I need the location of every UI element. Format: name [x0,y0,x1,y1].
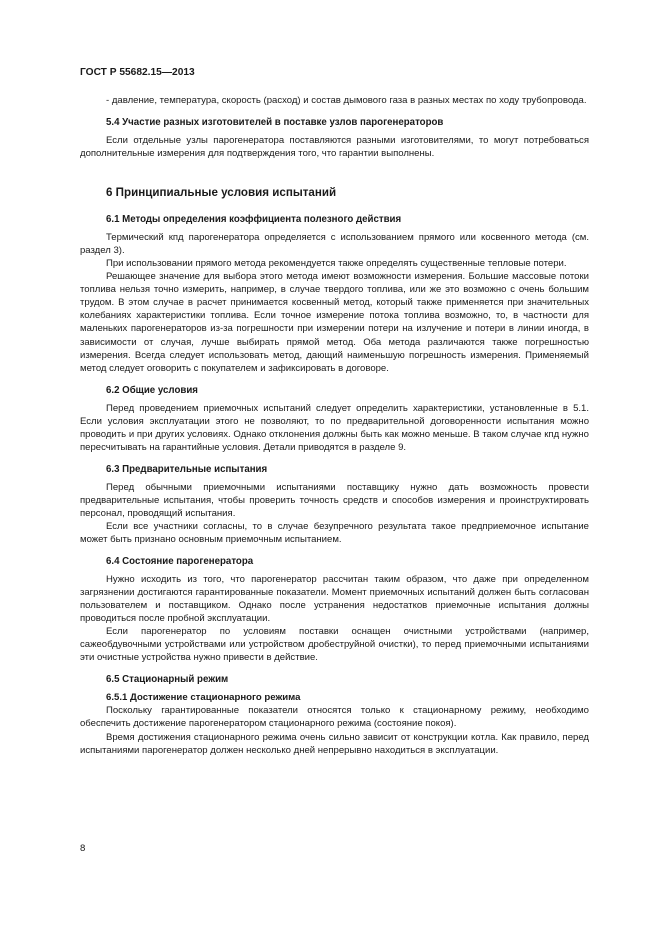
paragraph: Время достижения стационарного режима очень сильно зависит от конструкции котла. Как правило, перед испытаниями парогенератор должен несколько дней непрерывно находиться в эксплуатации. [80,731,589,756]
section-heading-6-2: 6.2 Общие условия [106,384,198,396]
paragraph: Если парогенератор по условиям поставки оснащен очистными устройствами (например, сажеобдувочными устройствами или устройством дробеструйной очистки), то перед приемочными испытаниями эти очистные устройства нужно привести в действие. [80,626,589,664]
subsection-heading-6-5-1: 6.5.1 Достижение стационарного режима [106,692,301,704]
page-number: 8 [80,843,86,854]
paragraph: Перед проведением приемочных испытаний следует определить характеристики, установленные в 5.1. Если условия эксплуатации этого не позволяют, то по предварительной договоренности испытания можно проводить и при других условиях. Однако отклонения должны быть как можно меньше. В таком случае кпд нужно пересчитывать на гарантийные условия. Детали приводятся в разделе 9. [80,402,589,453]
section-heading-6-1: 6.1 Методы определения коэффициента полезного действия [106,214,402,226]
paragraph: Нужно исходить из того, что парогенератор рассчитан таким образом, что даже при определенном загрязнении достигаются гарантированные показатели. Момент приемочных испытаний должен быть согласован пользователем и поставщиком. Однако после устранения недостатков приемочные испытания должны проводиться после пробной эксплуатации. [80,574,589,625]
paragraph: При использовании прямого метода рекомендуется также определять существенные тепловые потери. [106,258,567,270]
chapter-heading-6: 6 Принципиальные условия испытаний [106,186,337,200]
paragraph: Поскольку гарантированные показатели относятся только к стационарному режиму, необходимо обеспечить достижение парогенератором стационарного режима (состояние покоя). [80,705,589,730]
paragraph: Перед обычными приемочными испытаниями поставщику нужно дать возможность провести предварительные испытания, чтобы проверить точность средств и способов измерения и проинструктировать персонал, проводящий испытания. [80,481,589,519]
document-header: ГОСТ Р 55682.15—2013 [80,67,195,78]
paragraph: Термический кпд парогенератора определяется с использованием прямого или косвенного метода (см. раздел 3). [80,232,589,257]
section-heading-5-4: 5.4 Участие разных изготовителей в поставке узлов парогенераторов [106,117,444,129]
page-content [80,94,589,757]
section-heading-6-4: 6.4 Состояние парогенератора [106,556,254,568]
section-heading-6-3: 6.3 Предварительные испытания [106,463,268,475]
paragraph: Если отдельные узлы парогенератора поставляются разными изготовителями, то могут потребоваться дополнительные измерения для подтверждения того, что гарантии выполнены. [80,135,589,160]
section-heading-6-5: 6.5 Стационарный режим [106,674,229,686]
list-item-gas-params: - давление, температура, скорость (расход) и состав дымового газа в разных местах по ходу трубопровода. [106,95,587,106]
paragraph: Решающее значение для выбора этого метода имеют возможности измерения. Большие массовые потоки топлива нельзя точно измерить, например, в случае твердого топлива, или же это возможно с очень большим трудом. В этом случае в расчет принимается косвенный метод, который также применяется при значительных колебаниях характеристики топлива. Если точное измерение потока топлива возможно, то, в частности для маленьких парогенераторов из-за погрешности при измерении потери на излучение и потери в линии иногда, в зависимости от случая, лучше выбирать прямой метод. Оба метода различаются также погрешностью измерения. Всегда следует использовать метод, дающий наименьшую погрешность измерения. Применяемый метод следует оговорить с покупателем и зафиксировать в договоре. [80,271,589,374]
paragraph: Если все участники согласны, то в случае безупречного результата такое предприемочное испытание может быть признано основным приемочным испытанием. [80,520,589,546]
